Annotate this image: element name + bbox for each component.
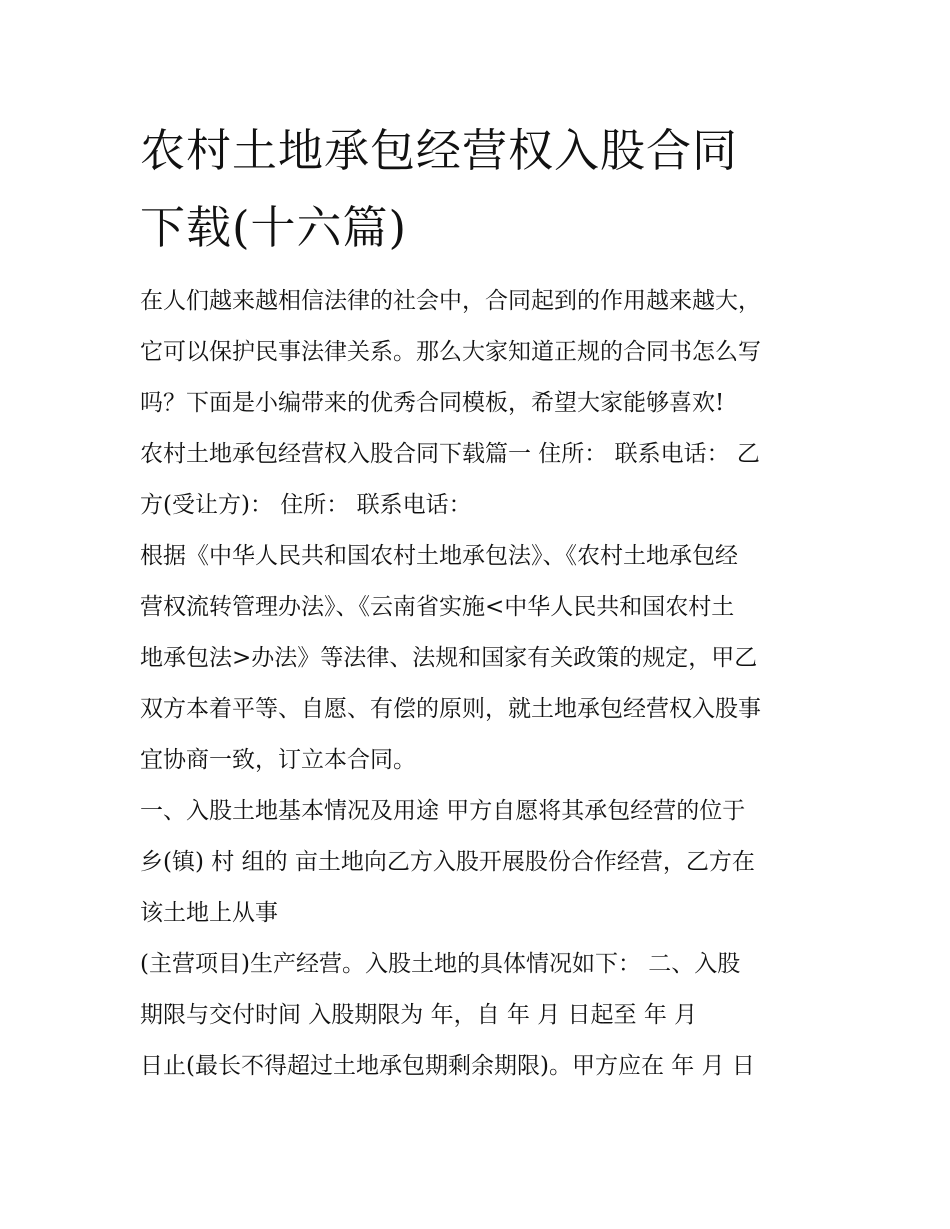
body-line: 在人们越来越相信法律的社会中，合同起到的作用越来越大， — [140, 288, 761, 314]
title-line-2: 下载(十六篇) — [140, 201, 408, 254]
body-line: (主营项目)生产经营。入股土地的具体情况如下： 二、入股 — [140, 951, 741, 977]
body-line: 期限与交付时间 入股期限为 年，自 年 月 日起至 年 月 — [140, 1002, 698, 1028]
body-line: 双方本着平等、自愿、有偿的原则，就土地承包经营权入股事 — [140, 696, 761, 722]
body-line: 乡(镇) 村 组的 亩土地向乙方入股开展股份合作经营，乙方在 — [140, 849, 755, 875]
body-line: 日止(最长不得超过土地承包期剩余期限)。甲方应在 年 月 日 — [140, 1053, 755, 1079]
body-line: 营权流转管理办法》、《云南省实施<中华人民共和国农村土 — [140, 594, 735, 620]
document-title — [140, 112, 820, 266]
title-line-1: 农村土地承包经营权入股合同 — [140, 124, 739, 177]
body-line: 根据《中华人民共和国农村土地承包法》、《农村土地承包经 — [140, 543, 738, 569]
body-line: 地承包法>办法》等法律、法规和国家有关政策的规定，甲乙 — [140, 645, 758, 671]
body-line: 它可以保护民事法律关系。那么大家知道正规的合同书怎么写 — [140, 339, 761, 365]
body-line: 一、入股土地基本情况及用途 甲方自愿将其承包经营的位于 — [140, 798, 746, 824]
body-line: 方(受让方)： 住所： 联系电话： — [140, 492, 472, 518]
body-line: 该土地上从事 — [140, 900, 278, 926]
body-line: 农村土地承包经营权入股合同下载篇一 住所： 联系电话： 乙 — [140, 441, 760, 467]
document-body — [140, 276, 820, 1092]
body-line: 宜协商一致，订立本合同。 — [140, 747, 416, 773]
body-line: 吗？下面是小编带来的优秀合同模板，希望大家能够喜欢! — [140, 390, 725, 416]
